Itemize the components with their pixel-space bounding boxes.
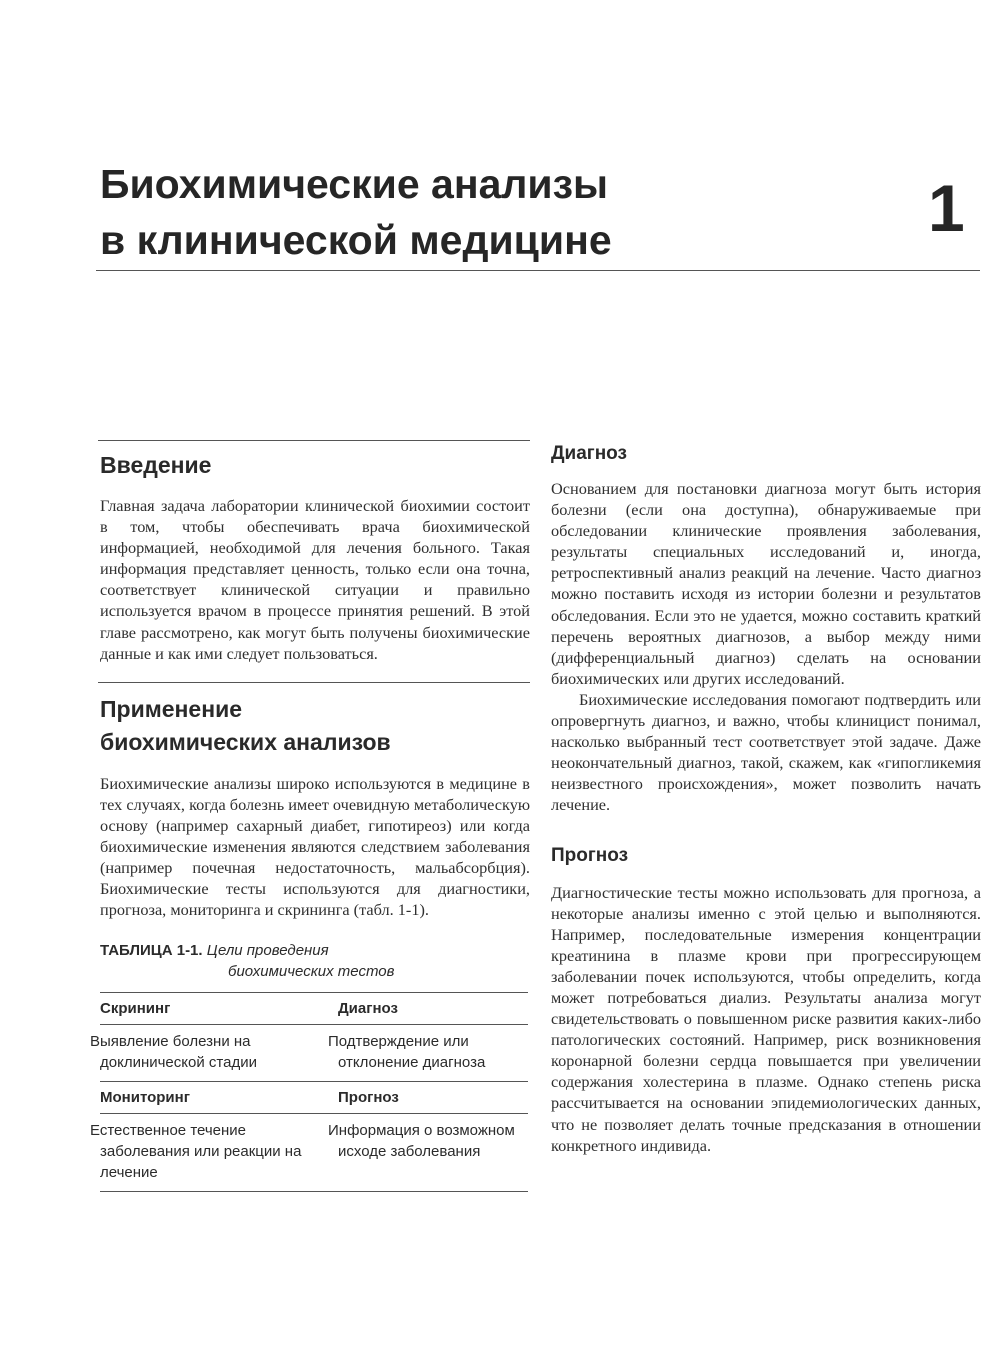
intro-rule [98, 440, 530, 441]
table-cell: Диагноз [338, 993, 528, 1025]
table-row [100, 1082, 528, 1114]
table-row [100, 1025, 528, 1082]
application-rule [98, 682, 530, 683]
application-heading-line-1: Применение [100, 695, 243, 722]
chapter-title [100, 156, 860, 268]
table-cell: Прогноз [338, 1082, 528, 1114]
diagnosis-paragraph-2: Биохимические исследования помогают подтвердить или опровергнуть диагноз, и важно, чтобы клиницист понимал, насколько выбранный тест соответствует этой задаче. Даже неокончательный диагноз, такой, скажем, как «гипогликемия неизвестного происхождения», может позволить начать лечение. [551, 689, 981, 815]
left-column [90, 440, 530, 1192]
table-row [100, 1114, 528, 1192]
intro-heading: Введение [100, 452, 212, 478]
intro-paragraph: Главная задача лаборатории клинической биохимии состоит в том, чтобы обеспечивать врача биохимической информацией, необходимой для лечения больного. Такая информация представляет ценность, только если она точна, соответствует клинической ситуации и правильно используется врачом в процессе принятия решений. В этой главе рассмотрено, как могут быть получены биохимические данные и как ими следует пользоваться. [100, 496, 530, 663]
table-cell: Естественное течение заболевания или реакции на лечение [100, 1114, 338, 1192]
table-cell: Выявление болезни на доклинической стадии [90, 1033, 257, 1072]
chapter-title-line-2: в клинической медицине [100, 217, 612, 263]
title-divider [96, 270, 980, 271]
table-caption-line-1: Цели проведения [206, 942, 329, 960]
table-row [100, 993, 528, 1025]
prognosis-paragraph: Диагностические тесты можно использовать для прогноза, а некоторые анализы именно с этой целью и выполняются. Например, последовательные измерения концентрации креатинина в плазме крови при прогрессирующем заболевании почек используются, чтобы определить, когда может потребоваться диализ. Результаты анализа могут свидетельствовать о повышенном риске развития каких-либо патологических состояний. Например, риск возникновения коронарной болезни сердца повышается при увеличении содержания холестерина в плазме. Однако степень риска рассчитывается на основании эпидемиологических данных, что не позволяет делать точные предсказания в отношении конкретного индивида. [551, 882, 981, 1155]
diagnosis-paragraph-1: Основанием для постановки диагноза могут быть история болезни (если она доступна), обнаруживаемые при обследовании клинические проявления заболевания, результаты специальных исследований и, иногда, ретроспективный анализ реакций на лечение. Часто диагноз можно поставить исходя из истории болезни и результатов обследования. Если это не удается, можно составить краткий перечень вероятных диагнозов, а выбор между ними (дифференциальный диагноз) сделать на основании биохимических или других исследований. [551, 479, 981, 688]
table-cell: Скрининг [100, 993, 338, 1025]
application-paragraph: Биохимические анализы широко используются в медицине в тех случаях, когда болезнь имеет очевидную метаболическую основу (например сахарный диабет, гипотиреоз) или когда биохимические изменения являются следствием заболевания (например почечная недостаточность, мальабсорбция). Биохимические тесты используются для диагностики, прогноза, мониторинга и скрининга (табл. 1-1). [100, 773, 530, 920]
right-column [551, 440, 981, 1156]
chapter-title-line-1: Биохимические анализы [100, 161, 609, 207]
diagnosis-heading: Диагноз [551, 443, 627, 464]
table-caption-line-2: биохимических тестов [228, 963, 395, 981]
application-heading-line-2: биохимических анализов [100, 728, 391, 755]
table-label: ТАБЛИЦА 1-1. [100, 942, 203, 960]
table-cell: Информация о возможном исходе заболевания [338, 1114, 528, 1192]
chapter-number: 1 [928, 171, 965, 245]
table-caption [100, 940, 530, 982]
prognosis-heading: Прогноз [551, 844, 629, 866]
table-cell: Мониторинг [100, 1082, 338, 1114]
table-cell: Подтверждение или отклонение диагноза [328, 1033, 486, 1072]
application-heading [100, 693, 530, 759]
goals-table [90, 992, 528, 1192]
